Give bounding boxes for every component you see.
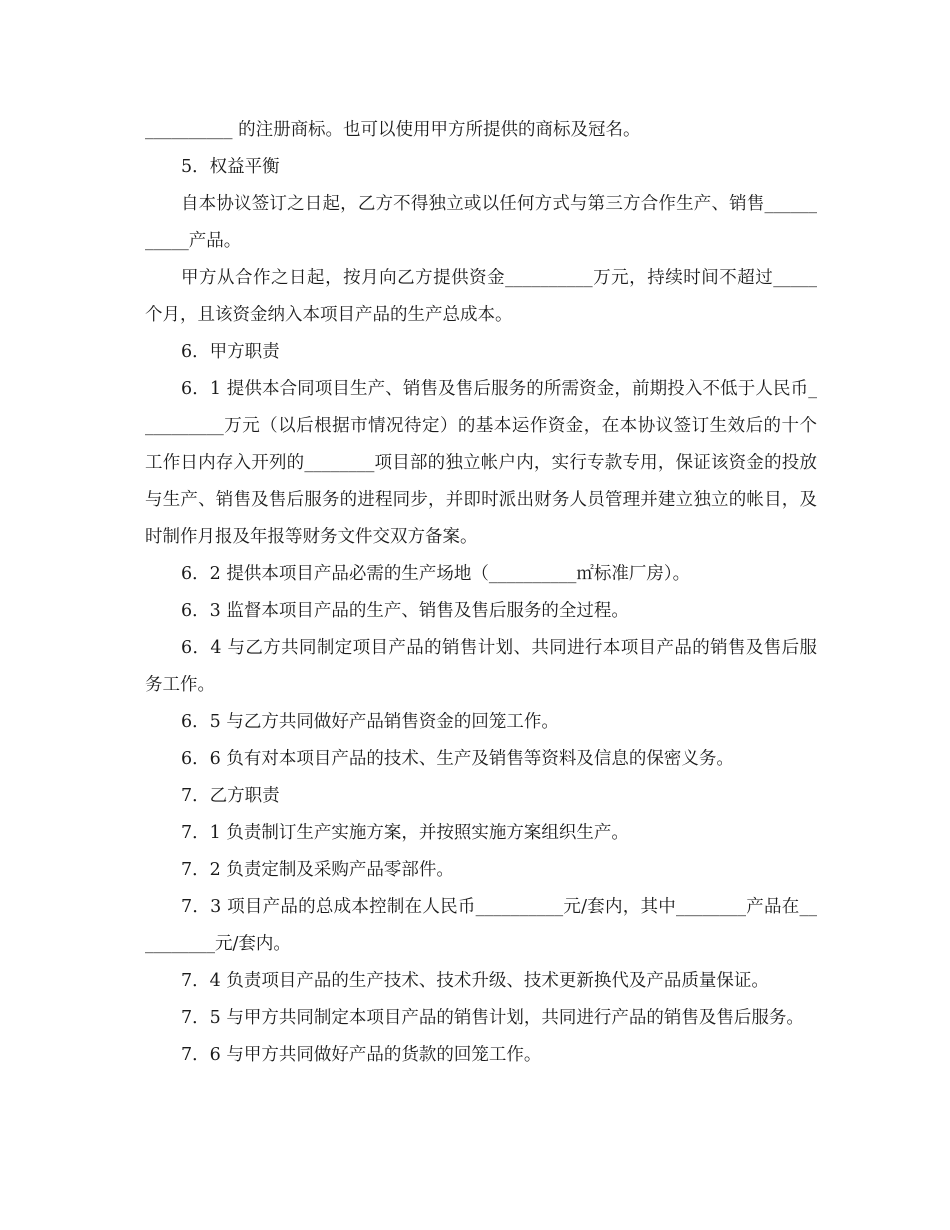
clause-7-4: 7．4 负责项目产品的生产技术、技术升级、技术更新换代及产品质量保证。 — [181, 971, 769, 991]
section-heading-party-b-duties: 7．乙方职责 — [181, 786, 280, 806]
clause-7-3: 7．3 项目产品的总成本控制在人民币__________元/套内，其中________产品在__________元/套内。 — [145, 897, 817, 954]
paragraph-trademark-continuation: __________ 的注册商标。也可以使用甲方所提供的商标及冠名。 — [145, 120, 641, 140]
paragraph-exclusivity: 自本协议签订之日起，乙方不得独立或以任何方式与第三方合作生产、销售___________产品。 — [145, 194, 817, 251]
document-body — [145, 112, 817, 1074]
paragraph-monthly-funding: 甲方从合作之日起，按月向乙方提供资金__________万元，持续时间不超过_____个月，且该资金纳入本项目产品的生产总成本。 — [145, 268, 817, 325]
clause-7-2: 7．2 负责定制及采购产品零部件。 — [181, 860, 454, 880]
clause-6-6: 6．6 负有对本项目产品的技术、生产及销售等资料及信息的保密义务。 — [181, 749, 734, 769]
section-heading-rights-balance: 5．权益平衡 — [181, 157, 280, 177]
clause-7-6: 7．6 与甲方共同做好产品的货款的回笼工作。 — [181, 1045, 542, 1065]
clause-7-1: 7．1 负责制订生产实施方案，并按照实施方案组织生产。 — [181, 823, 629, 843]
clause-6-3: 6．3 监督本项目产品的生产、销售及售后服务的全过程。 — [181, 601, 629, 621]
clause-6-4: 6．4 与乙方共同制定项目产品的销售计划、共同进行本项目产品的销售及售后服务工作。 — [145, 638, 817, 695]
clause-6-2: 6．2 提供本项目产品必需的生产场地（__________㎡标准厂房）。 — [181, 564, 691, 584]
clause-7-5: 7．5 与甲方共同制定本项目产品的销售计划，共同进行产品的销售及售后服务。 — [181, 1008, 804, 1028]
clause-6-5: 6．5 与乙方共同做好产品销售资金的回笼工作。 — [181, 712, 559, 732]
clause-6-1: 6．1 提供本合同项目生产、销售及售后服务的所需资金，前期投入不低于人民币__________万元（以后根据市情况待定）的基本运作资金，在本协议签订生效后的十个工作日内存入开列的________项目部的独立帐户内，实行专款专用，保证该资金的投放与生产、销售及售后服务的进程同步，并即时派出财务人员管理并建立独立的帐目，及时制作月报及年报等财务文件交双方备案。 — [145, 379, 817, 547]
section-heading-party-a-duties: 6．甲方职责 — [181, 342, 280, 362]
